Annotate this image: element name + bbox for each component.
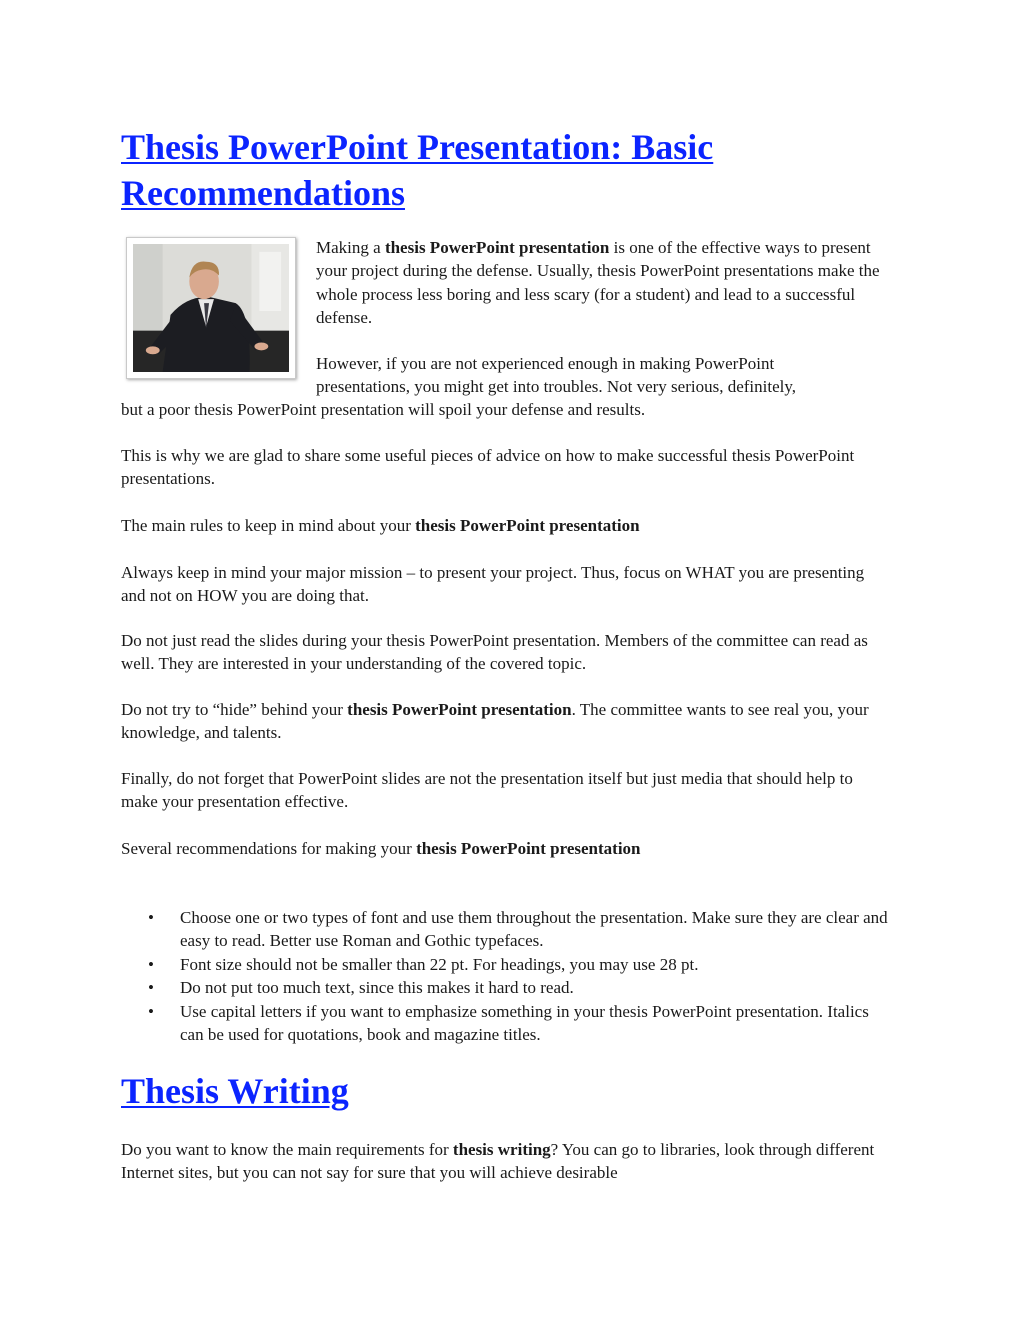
section-title-thesis-powerpoint	[121, 124, 891, 216]
author-photo	[126, 237, 296, 379]
intro-text: Making a	[316, 238, 385, 257]
main-rules-bold-phrase: thesis PowerPoint presentation	[415, 516, 640, 535]
list-item: • Use capital letters if you want to emphasize something in your thesis PowerPoint presentation. Italics can be used for quotations, book and magazine titles.	[121, 1000, 891, 1047]
main-rules-text: The main rules to keep in mind about your	[121, 516, 416, 535]
paragraph-read-slides: Do not just read the slides during your thesis PowerPoint presentation. Members of the committee can read as well. They are interested in your understanding of the covered topic.	[121, 631, 868, 674]
man-in-suit-image	[133, 244, 289, 372]
thesis-writing-text-continued: ? You can go to libraries, look through different Internet sites, but you can not say for sure that you will achieve desirable	[121, 1140, 875, 1183]
paragraph-thesis-writing	[121, 1138, 891, 1185]
intro-paragraph-1	[316, 236, 891, 330]
recommendations-list	[121, 906, 891, 1046]
section-title-thesis-writing	[121, 1068, 891, 1114]
paragraph-slides-media: Finally, do not forget that PowerPoint slides are not the presentation itself but just media that should help to make your presentation effective.	[121, 769, 853, 812]
paragraph-hide	[121, 698, 891, 745]
hide-text-continued: . The committee wants to see real you, your knowledge, and talents.	[121, 700, 869, 743]
title-link-thesis-writing[interactable]: Thesis Writing	[121, 1071, 349, 1111]
paragraph-useful-advice: This is why we are glad to share some useful pieces of advice on how to make successful thesis PowerPoint presentations.	[121, 446, 855, 489]
paragraph-main-rules	[121, 514, 891, 537]
hide-bold-phrase: thesis PowerPoint presentation	[347, 700, 572, 719]
thesis-writing-text: Do you want to know the main requirements for	[121, 1140, 453, 1159]
paragraph-major-mission: Always keep in mind your major mission – to present your project. Thus, focus on WHAT you are presenting and not on HOW you are doing that.	[121, 563, 865, 606]
intro-bold-phrase: thesis PowerPoint presentation	[384, 238, 610, 257]
recommendations-text: Several recommendations for making your	[121, 839, 417, 858]
hide-text: Do not try to “hide” behind your	[121, 700, 348, 719]
intro-text-continued: is one of the effective ways to present your project during the defense. Usually, thesis PowerPoint presentations make the whole process less boring and less scary (for a student) and lead to a successful defense.	[316, 238, 880, 328]
list-item: • Font size should not be smaller than 22 pt. For headings, you may use 28 pt.	[121, 953, 891, 976]
recommendations-bold-phrase: thesis PowerPoint presentation	[416, 839, 641, 858]
list-item: • Do not put too much text, since this makes it hard to read.	[121, 976, 891, 999]
intro-paragraph-2-line-2: presentations, you might get into troubles. Not very serious, definitely,	[316, 377, 797, 396]
thesis-writing-bold-phrase: thesis writing	[452, 1140, 551, 1159]
list-item: • Choose one or two types of font and use them throughout the presentation. Make sure they are clear and easy to read. Better use Roman and Gothic typefaces.	[121, 906, 891, 953]
intro-paragraph-2-line-1: However, if you are not experienced enough in making PowerPoint	[316, 354, 775, 373]
title-link-thesis-powerpoint[interactable]: Thesis PowerPoint Presentation: Basic Recommendations	[121, 127, 714, 213]
intro-paragraph-2-line-3: but a poor thesis PowerPoint presentation will spoil your defense and results.	[121, 400, 646, 419]
paragraph-recommendations	[121, 837, 891, 860]
